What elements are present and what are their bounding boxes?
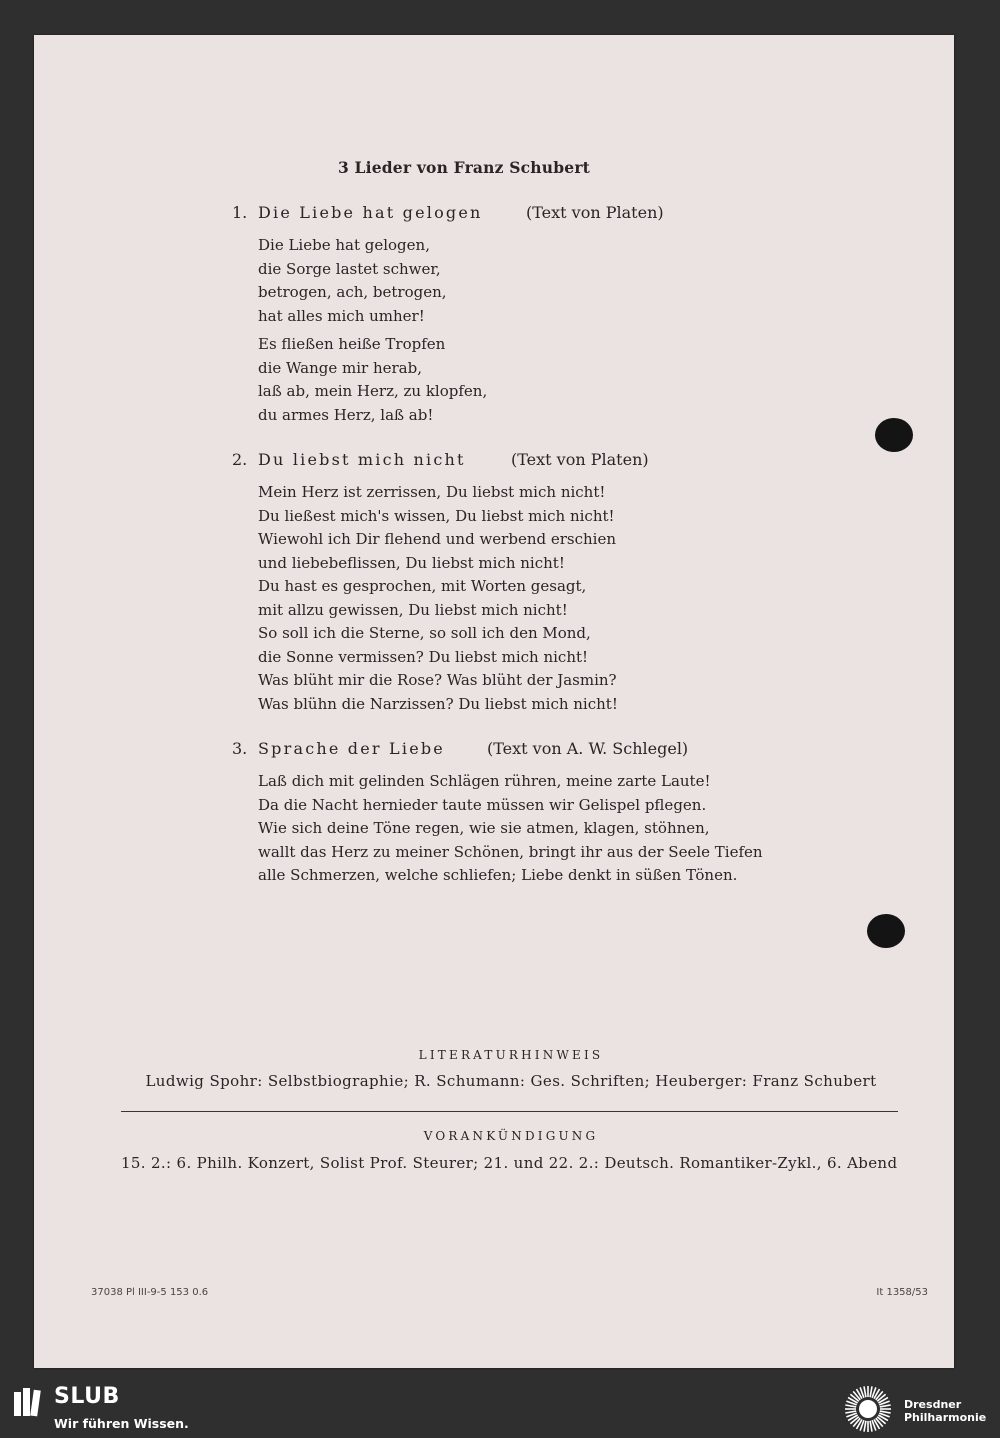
verse-line: die Sonne vermissen? Du liebst mich nicht! <box>258 647 589 666</box>
book-stack-icon <box>12 1386 42 1422</box>
print-code-left: 37038 Pl III-9-5 153 0.6 <box>91 1287 209 1298</box>
verse-line: die Wange mir herab, <box>258 358 422 377</box>
song-number: 2. <box>232 450 248 469</box>
verse-line: du armes Herz, laß ab! <box>258 405 434 424</box>
song-heading <box>232 450 649 472</box>
punch-hole <box>867 914 905 948</box>
verse-line: betrogen, ach, betrogen, <box>258 283 447 301</box>
verse-line: Laß dich mit gelinden Schlägen rühren, meine zarte Laute! <box>258 772 711 790</box>
verse-line: Wiewohl ich Dir flehend und werbend erschien <box>258 530 616 548</box>
library-name[interactable]: SLUB <box>54 1384 120 1409</box>
stanza <box>258 333 487 427</box>
verse-line: Mein Herz ist zerrissen, Du liebst mich nicht! <box>258 483 606 501</box>
verse-line: Was blühn die Narzissen? Du liebst mich nicht! <box>258 694 618 713</box>
partner-line-2: Philharmonie <box>904 1411 987 1424</box>
song-title: Du liebst mich nicht <box>258 450 466 469</box>
verse-line: Du hast es gesprochen, mit Worten gesagt, <box>258 577 587 595</box>
song-credit: (Text von A. W. Schlegel) <box>487 739 689 758</box>
document-title: 3 Lieder von Franz Schubert <box>337 158 591 177</box>
sunburst-logo-icon <box>840 1384 896 1438</box>
partner-name[interactable] <box>904 1398 986 1424</box>
verse-line: Wie sich deine Töne regen, wie sie atmen, klagen, stöhnen, <box>258 819 710 837</box>
punch-hole <box>875 418 913 452</box>
verse-line: mit allzu gewissen, Du liebst mich nicht! <box>258 600 568 619</box>
document-page <box>34 35 954 1368</box>
verse-line: wallt das Herz zu meiner Schönen, bringt ihr aus der Seele Tiefen <box>258 842 763 861</box>
song-credit: (Text von Platen) <box>511 450 649 469</box>
song-title: Sprache der Liebe <box>258 739 445 758</box>
verse-line: Was blüht mir die Rose? Was blüht der Jasmin? <box>258 671 617 689</box>
verse-line: laß ab, mein Herz, zu klopfen, <box>258 382 488 400</box>
stanza <box>258 770 763 888</box>
verse-line: und liebebeflissen, Du liebst mich nicht! <box>258 553 565 572</box>
verse-line: Da die Nacht hernieder taute müssen wir Gelispel pflegen. <box>258 795 707 814</box>
song-2 <box>232 450 649 716</box>
partner-line-1: Dresdner <box>904 1398 962 1411</box>
literature-text: Ludwig Spohr: Selbstbiographie; R. Schumann: Ges. Schriften; Heuberger: Franz Schubert <box>145 1072 877 1090</box>
footer-bar <box>0 1380 1000 1434</box>
verse-line: So soll ich die Sterne, so soll ich den Mond, <box>258 624 591 642</box>
stanza <box>258 234 487 328</box>
announcement-text: 15. 2.: 6. Philh. Konzert, Solist Prof. Steurer; 21. und 22. 2.: Deutsch. Romantiker-Zykl., 6. Abend <box>121 1154 898 1172</box>
print-code-right: It 1358/53 <box>876 1287 928 1298</box>
verse-line: hat alles mich umher! <box>258 306 425 325</box>
song-heading <box>232 203 664 225</box>
song-3 <box>232 739 763 888</box>
literature-heading: LITERATURHINWEIS <box>418 1048 604 1062</box>
library-tagline: Wir führen Wissen. <box>54 1416 189 1431</box>
song-number: 3. <box>232 739 248 758</box>
song-credit: (Text von Platen) <box>526 203 664 222</box>
divider <box>121 1111 898 1112</box>
verse-line: Die Liebe hat gelogen, <box>258 236 430 254</box>
verse-line: alle Schmerzen, welche schliefen; Liebe denkt in süßen Tönen. <box>258 866 738 884</box>
verse-line: Es fließen heiße Tropfen <box>258 335 446 353</box>
song-title: Die Liebe hat gelogen <box>258 203 483 222</box>
verse-line: die Sorge lastet schwer, <box>258 259 441 278</box>
stanza <box>258 481 618 716</box>
verse-line: Du ließest mich's wissen, Du liebst mich nicht! <box>258 506 615 525</box>
song-1 <box>232 203 664 427</box>
song-heading <box>232 739 763 761</box>
announcement-heading: VORANKÜNDIGUNG <box>423 1129 599 1143</box>
song-number: 1. <box>232 203 248 222</box>
